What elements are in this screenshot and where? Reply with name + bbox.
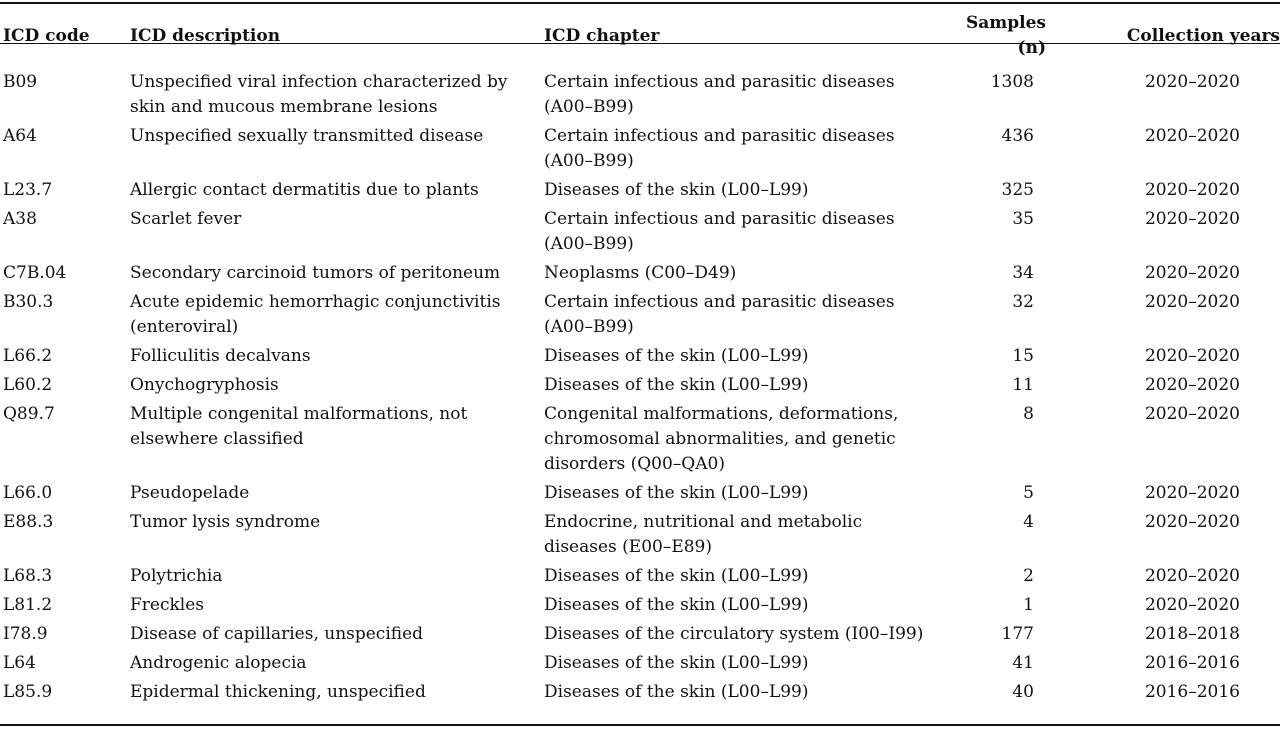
header-samples: Samples (n)	[965, 13, 1046, 58]
years-cell: 2020–2020	[1144, 292, 1240, 312]
description-cell-text: Tumor lysis syndrome	[130, 512, 321, 532]
chapter-cell	[544, 67, 934, 121]
chapter-cell	[544, 478, 934, 507]
code-cell: L68.3	[3, 566, 53, 586]
samples-cell: 177	[1001, 624, 1034, 644]
description-cell	[130, 399, 544, 478]
samples-cell: 34	[1012, 263, 1034, 283]
code-cell: L85.9	[3, 682, 53, 702]
description-cell	[130, 478, 544, 507]
samples-cell: 11	[1012, 375, 1034, 395]
table-body	[0, 67, 1280, 706]
years-cell: 2016–2016	[1144, 653, 1240, 673]
table-row	[0, 258, 1280, 287]
chapter-cell-text: Certain infectious and parasitic diseases (A00–B99)	[544, 72, 895, 117]
description-cell-text: Multiple congenital malformations, not elsewhere classified	[130, 404, 468, 449]
chapter-cell	[544, 399, 934, 478]
code-cell: L23.7	[3, 180, 53, 200]
chapter-cell-text: Diseases of the skin (L00–L99)	[544, 653, 809, 673]
code-cell: B30.3	[3, 292, 54, 312]
chapter-cell-text: Diseases of the circulatory system (I00–I99)	[544, 624, 924, 644]
chapter-cell-text: Endocrine, nutritional and metabolic diseases (E00–E89)	[544, 512, 863, 557]
years-cell: 2020–2020	[1144, 180, 1240, 200]
chapter-cell	[544, 677, 934, 706]
years-cell: 2020–2020	[1144, 375, 1240, 395]
years-cell: 2018–2018	[1144, 624, 1240, 644]
description-cell-text: Freckles	[130, 595, 205, 615]
years-cell: 2020–2020	[1144, 512, 1240, 532]
chapter-cell-text: Certain infectious and parasitic diseases (A00–B99)	[544, 126, 895, 171]
header-code: ICD code	[3, 25, 90, 46]
description-cell	[130, 561, 544, 590]
code-cell: L64	[3, 653, 36, 673]
years-cell: 2020–2020	[1144, 126, 1240, 146]
table-row	[0, 677, 1280, 706]
chapter-cell-text: Diseases of the skin (L00–L99)	[544, 682, 809, 702]
description-cell-text: Androgenic alopecia	[130, 653, 307, 673]
years-cell: 2020–2020	[1144, 72, 1240, 92]
table-row	[0, 370, 1280, 399]
chapter-cell	[544, 619, 934, 648]
chapter-cell-text: Diseases of the skin (L00–L99)	[544, 566, 809, 586]
description-cell-text: Unspecified viral infection characterized by skin and mucous membrane lesions	[130, 72, 508, 117]
chapter-cell	[544, 204, 934, 258]
icd-table	[0, 4, 1280, 706]
header-chapter: ICD chapter	[544, 25, 660, 46]
samples-cell: 5	[1023, 483, 1034, 503]
description-cell-text: Disease of capillaries, unspecified	[130, 624, 424, 644]
chapter-cell-text: Certain infectious and parasitic diseases (A00–B99)	[544, 292, 895, 337]
description-cell-text: Allergic contact dermatitis due to plants	[130, 180, 479, 200]
code-cell: L81.2	[3, 595, 53, 615]
header-description: ICD description	[130, 25, 281, 46]
samples-cell: 41	[1012, 653, 1034, 673]
table-row	[0, 507, 1280, 561]
description-cell	[130, 204, 544, 258]
table-row	[0, 590, 1280, 619]
years-cell: 2016–2016	[1144, 682, 1240, 702]
description-cell	[130, 677, 544, 706]
code-cell: L66.2	[3, 346, 53, 366]
description-cell	[130, 258, 544, 287]
chapter-cell	[544, 287, 934, 341]
chapter-cell	[544, 370, 934, 399]
samples-cell: 8	[1023, 404, 1034, 424]
header-row	[0, 4, 1280, 67]
description-cell	[130, 341, 544, 370]
chapter-cell	[544, 258, 934, 287]
chapter-cell-text: Diseases of the skin (L00–L99)	[544, 180, 809, 200]
chapter-cell-text: Diseases of the skin (L00–L99)	[544, 346, 809, 366]
table-row	[0, 121, 1280, 175]
description-cell	[130, 67, 544, 121]
years-cell: 2020–2020	[1144, 566, 1240, 586]
description-cell	[130, 370, 544, 399]
description-cell-text: Epidermal thickening, unspecified	[130, 682, 426, 702]
years-cell: 2020–2020	[1144, 404, 1240, 424]
description-cell	[130, 121, 544, 175]
samples-cell: 35	[1012, 209, 1034, 229]
chapter-cell-text: Diseases of the skin (L00–L99)	[544, 483, 809, 503]
code-cell: C7B.04	[3, 263, 67, 283]
code-cell: Q89.7	[3, 404, 55, 424]
chapter-cell-text: Diseases of the skin (L00–L99)	[544, 375, 809, 395]
samples-cell: 436	[1001, 126, 1034, 146]
chapter-cell	[544, 507, 934, 561]
description-cell-text: Onychogryphosis	[130, 375, 279, 395]
samples-cell: 2	[1023, 566, 1034, 586]
description-cell	[130, 507, 544, 561]
description-cell	[130, 648, 544, 677]
samples-cell: 40	[1012, 682, 1034, 702]
samples-cell: 15	[1012, 346, 1034, 366]
description-cell-text: Acute epidemic hemorrhagic conjunctivitis (enteroviral)	[130, 292, 501, 337]
description-cell-text: Folliculitis decalvans	[130, 346, 311, 366]
samples-cell: 1308	[990, 72, 1034, 92]
table-row	[0, 399, 1280, 478]
samples-cell: 325	[1001, 180, 1034, 200]
description-cell	[130, 175, 544, 204]
samples-cell: 32	[1012, 292, 1034, 312]
years-cell: 2020–2020	[1144, 483, 1240, 503]
description-cell	[130, 619, 544, 648]
table-row	[0, 67, 1280, 121]
table-row	[0, 204, 1280, 258]
description-cell	[130, 590, 544, 619]
table-row	[0, 619, 1280, 648]
code-cell: L60.2	[3, 375, 53, 395]
description-cell-text: Unspecified sexually transmitted disease	[130, 126, 484, 146]
code-cell: E88.3	[3, 512, 54, 532]
years-cell: 2020–2020	[1144, 263, 1240, 283]
table-row	[0, 561, 1280, 590]
code-cell: L66.0	[3, 483, 53, 503]
chapter-cell	[544, 341, 934, 370]
chapter-cell	[544, 561, 934, 590]
samples-cell: 4	[1023, 512, 1034, 532]
code-cell: A38	[3, 209, 37, 229]
chapter-cell-text: Certain infectious and parasitic diseases (A00–B99)	[544, 209, 895, 254]
chapter-cell-text: Diseases of the skin (L00–L99)	[544, 595, 809, 615]
chapter-cell	[544, 121, 934, 175]
header-years: Collection years	[1126, 25, 1280, 46]
code-cell: B09	[3, 72, 38, 92]
chapter-cell	[544, 590, 934, 619]
bottom-rule	[0, 724, 1280, 726]
description-cell-text: Scarlet fever	[130, 209, 242, 229]
code-cell: A64	[3, 126, 37, 146]
table-row	[0, 648, 1280, 677]
description-cell	[130, 287, 544, 341]
table-row	[0, 287, 1280, 341]
table-row	[0, 478, 1280, 507]
description-cell-text: Pseudopelade	[130, 483, 250, 503]
chapter-cell	[544, 648, 934, 677]
table-row	[0, 341, 1280, 370]
samples-cell: 1	[1023, 595, 1034, 615]
chapter-cell	[544, 175, 934, 204]
description-cell-text: Polytrichia	[130, 566, 223, 586]
years-cell: 2020–2020	[1144, 209, 1240, 229]
description-cell-text: Secondary carcinoid tumors of peritoneum	[130, 263, 501, 283]
years-cell: 2020–2020	[1144, 595, 1240, 615]
code-cell: I78.9	[3, 624, 48, 644]
chapter-cell-text: Congenital malformations, deformations, chromosomal abnormalities, and genetic disorders (Q00–QA0)	[544, 404, 899, 474]
years-cell: 2020–2020	[1144, 346, 1240, 366]
chapter-cell-text: Neoplasms (C00–D49)	[544, 263, 737, 283]
table-row	[0, 175, 1280, 204]
